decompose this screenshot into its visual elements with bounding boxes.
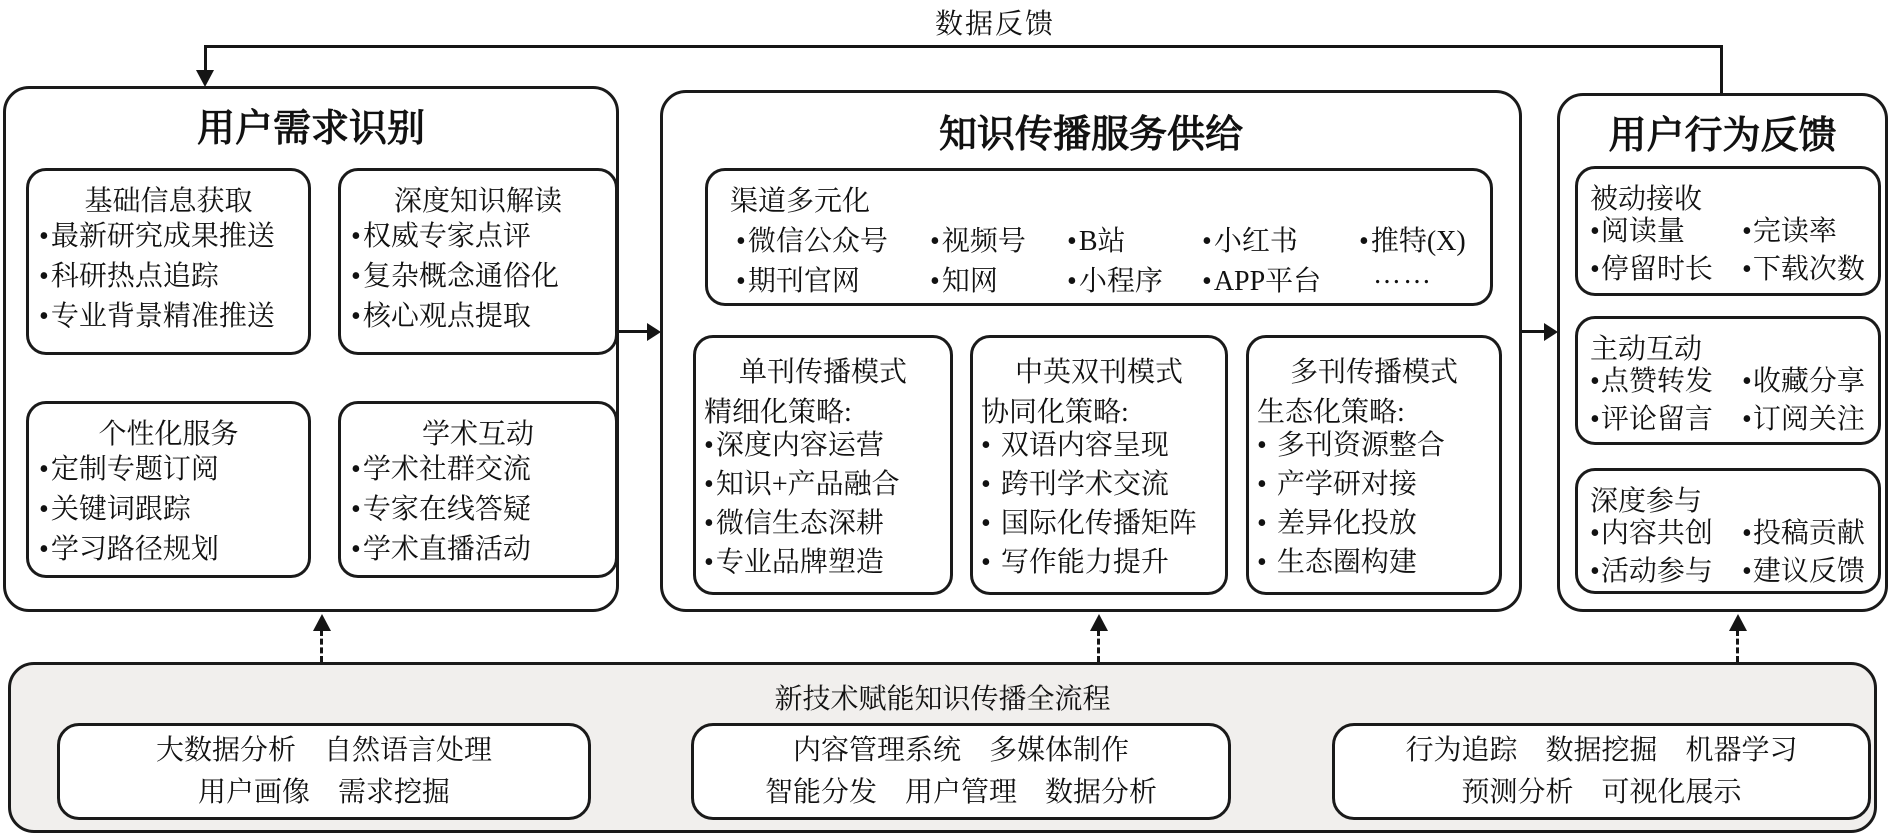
list-item: • 写作能力提升 [981,543,1197,582]
list-item: • 内容共创 [1590,515,1742,553]
strategy-label: 协同化策略: [981,397,1129,428]
list-item: • 权威专家点评 [351,217,559,257]
dashed-arrow-up-icon [320,630,323,662]
list-item: • 国际化传播矩阵 [981,504,1197,543]
bullet-list [351,450,531,570]
feedback-line-right-stub [1720,45,1723,93]
card-personalized-service [26,401,311,578]
bullet-list [704,426,900,582]
channel-item: • 推特(X) [1359,219,1482,259]
channel-item: • 期刊官网 [736,259,930,299]
feedback-label: 数据反馈 [934,9,1055,40]
tech-line: 智能分发 用户管理 数据分析 [764,776,1157,808]
list-item: • 投稿贡献 [1742,515,1865,553]
list-item: • 收藏分享 [1742,363,1865,401]
channel-item: • 小程序 [1067,259,1202,299]
channel-item: • 微信公众号 [736,219,930,259]
list-item: • 多刊资源整合 [1257,426,1445,465]
strategy-label: 生态化策略: [1257,397,1405,428]
channel-item: • 小红书 [1202,219,1359,259]
arrow-supply-to-behavior-icon [1522,330,1544,333]
list-item: • 专业品牌塑造 [704,543,900,582]
behavior-feedback-box [1557,93,1888,612]
list-item: • 双语内容呈现 [981,426,1197,465]
card-title: 中英双刊模式 [1014,357,1183,388]
list-item: • 学习路径规划 [39,530,219,570]
bullet-list [351,217,559,337]
bullet-list [1257,426,1445,582]
feedback-line-left-stub [204,45,207,72]
list-item: • 学术直播活动 [351,530,531,570]
card-title: 渠道多元化 [730,186,871,217]
channel-row [736,219,1482,259]
list-item: • 定制专题订阅 [39,450,219,490]
bullet-grid [1590,363,1865,439]
dashed-arrow-up-icon [1736,630,1739,662]
card-channel-diversification [705,168,1493,306]
bullet-grid [1590,515,1865,591]
list-item: • 深度内容运营 [704,426,900,465]
list-item: • 点赞转发 [1590,363,1742,401]
tech-line: 内容管理系统 多媒体制作 [792,734,1129,766]
list-item: • 建议反馈 [1742,553,1865,591]
bullet-list [981,426,1197,582]
bullet-grid [1590,213,1865,289]
channel-row [736,259,1482,299]
list-item: • 跨刊学术交流 [981,465,1197,504]
list-item: • 阅读量 [1590,213,1742,251]
tech-box-title: 新技术赋能知识传播全流程 [774,684,1111,715]
list-item: • 下载次数 [1742,251,1865,289]
card-title: 学术互动 [421,419,534,450]
card-single-journal-mode [693,335,953,595]
list-item: • 微信生态深耕 [704,504,900,543]
list-item: • 关键词跟踪 [39,490,219,530]
card-passive-reception [1575,166,1881,296]
tech-line: 用户画像 需求挖掘 [197,776,450,808]
tech-card-behavior [1332,723,1871,820]
card-title: 主动互动 [1590,334,1703,365]
card-title: 个性化服务 [98,419,239,450]
card-deep-knowledge [338,168,618,355]
card-title: 基础信息获取 [84,186,253,217]
list-item: • 评论留言 [1590,401,1742,439]
behavior-box-title: 用户行为反馈 [1608,115,1837,157]
list-item: • 差异化投放 [1257,504,1445,543]
tech-line: 预测分析 可视化展示 [1461,776,1742,808]
list-item: • 订阅关注 [1742,401,1865,439]
list-item: • 学术社群交流 [351,450,531,490]
list-item: • 知识+产品融合 [704,465,900,504]
tech-line: 行为追踪 数据挖掘 机器学习 [1405,734,1798,766]
card-title: 被动接收 [1590,184,1703,215]
technology-empowerment-box [8,662,1877,833]
supply-box-title: 知识传播服务供给 [938,114,1243,156]
tech-card-supply [691,723,1231,820]
list-item: • 专业背景精准推送 [39,297,275,337]
card-title: 深度参与 [1590,486,1703,517]
list-item: • 活动参与 [1590,553,1742,591]
list-item: • 核心观点提取 [351,297,559,337]
tech-card-demand [57,723,591,820]
channel-item: • 知网 [930,259,1067,299]
bullet-list [39,450,219,570]
card-basic-info [26,168,311,355]
feedback-arrowhead-down-icon [196,70,214,87]
strategy-label: 精细化策略: [704,397,852,428]
list-item: • 产学研对接 [1257,465,1445,504]
list-item: • 停留时长 [1590,251,1742,289]
channel-item: • APP平台 [1202,259,1359,299]
channel-item: • B站 [1067,219,1202,259]
tech-line: 大数据分析 自然语言处理 [155,734,492,766]
arrow-demand-to-supply-icon [619,330,647,333]
list-item: • 专家在线答疑 [351,490,531,530]
channel-item: • 视频号 [930,219,1067,259]
card-title: 单刊传播模式 [738,357,907,388]
service-supply-box [660,90,1522,612]
card-academic-interaction [338,401,618,578]
card-bilingual-journal-mode [970,335,1228,595]
list-item: • 科研热点追踪 [39,257,275,297]
demand-box-title: 用户需求识别 [196,108,425,150]
list-item: • 最新研究成果推送 [39,217,275,257]
demand-identification-box [3,86,619,612]
feedback-line-horizontal [204,45,1722,48]
channel-ellipsis: …… [1373,259,1433,290]
card-multi-journal-mode [1246,335,1502,595]
card-deep-participation [1575,468,1881,594]
list-item: • 完读率 [1742,213,1865,251]
list-item: • 生态圈构建 [1257,543,1445,582]
dashed-arrow-up-icon [1097,630,1100,662]
card-active-interaction [1575,316,1881,445]
card-title: 多刊传播模式 [1289,357,1458,388]
list-item: • 复杂概念通俗化 [351,257,559,297]
card-title: 深度知识解读 [393,186,562,217]
bullet-list [39,217,275,337]
